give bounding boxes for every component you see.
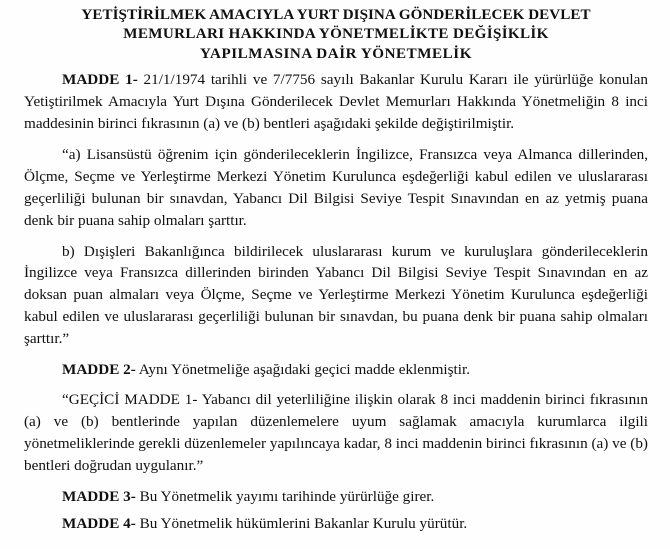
paragraph-bent-b [24, 241, 648, 351]
madde-3-label: MADDE 3- [62, 487, 136, 505]
madde-1-label: MADDE 1- [62, 71, 138, 89]
page-title-line-2: MEMURLARI HAKKINDA YÖNETMELİKTE DEĞİŞİKLİK [123, 26, 549, 43]
page-title [24, 6, 648, 64]
madde-4-text: Bu Yönetmelik hükümlerini Bakanlar Kurulu yürütür. [135, 514, 468, 532]
madde-2-text: Aynı Yönetmeliğe aşağıdaki geçici madde eklenmiştir. [135, 361, 471, 379]
page-title-line-3: YAPILMASINA DAİR YÖNETMELİK [199, 45, 473, 62]
bent-a-text: “a) Lisansüstü öğrenim için gönderileceklerin İngilizce, Fransızca veya Almanca dillerinden, Ölçme, Seçme ve Yerleştirme Merkezi Yönetim Kurulunca eşdeğerliği kabul edilen ve uluslararası geçerliliği bulunan bir sınavdan, Yabancı Dil Bilgisi Seviye Tespit Sınavından en az yetmiş puana denk bir puana sahip olmaları şarttır. [24, 145, 648, 229]
page-title-line-1: YETİŞTİRİLMEK AMACIYLA YURT DIŞINA GÖNDERİLECEK DEVLET [81, 7, 591, 23]
bent-b-text: b) Dışişleri Bakanlığınca bildirilecek uluslararası kurum ve kuruluşlara gönderileceklerin İngilizce veya Fransızca dillerinden birinden Yabancı Dil Bilgisi Seviye Tespit Sınavından en az doksan puan almaları veya Ölçme, Seçme ve Yerleştirme Merkezi Yönetim Kurulunca eşdeğerliği kabul edilen ve uluslararası geçerliliği bulunan bir sınavdan, bu puana denk bir puana sahip olmaları şarttır.” [24, 242, 648, 348]
gecici-madde-1-text: Yabancı dil yeterliliğine ilişkin olarak 8 inci maddenin birinci fıkrasının (a) ve (b) bentlerinde yapılan düzenlemelere uyum sağlamak amacıyla kurumlarca ilgili yönetmeliklerinde gerekli düzenlemeler yapılıncaya kadar, 8 inci maddenin birinci fıkrasının (a) ve (b) bentleri doğrudan uygulanır.” [24, 391, 648, 474]
madde-2-label: MADDE 2- [62, 361, 136, 379]
paragraph-bent-a [24, 144, 648, 232]
paragraph-madde-3 [24, 486, 648, 508]
gecici-madde-1-quote-open: “ [62, 391, 69, 408]
paragraph-madde-4 [24, 513, 648, 535]
gecici-madde-1-label: GEÇİCİ MADDE 1- [68, 391, 198, 408]
madde-3-text: Bu Yönetmelik yayımı tarihinde yürürlüğe girer. [135, 487, 435, 505]
madde-4-label: MADDE 4- [62, 514, 136, 532]
paragraph-madde-1 [24, 69, 648, 135]
madde-1-text: 21/1/1974 tarihli ve 7/7756 sayılı Bakanlar Kurulu Kararı ile yürürlüğe konulan Yetiştirilmek Amacıyla Yurt Dışına Gönderilecek Devlet Memurları Hakkında Yönetmeliğin 8 inci maddesinin birinci fıkrasının (a) ve (b) bentleri aşağıdaki şekilde değiştirilmiştir. [24, 71, 648, 133]
paragraph-gecici-madde-1 [24, 389, 648, 477]
paragraph-madde-2 [24, 359, 648, 381]
